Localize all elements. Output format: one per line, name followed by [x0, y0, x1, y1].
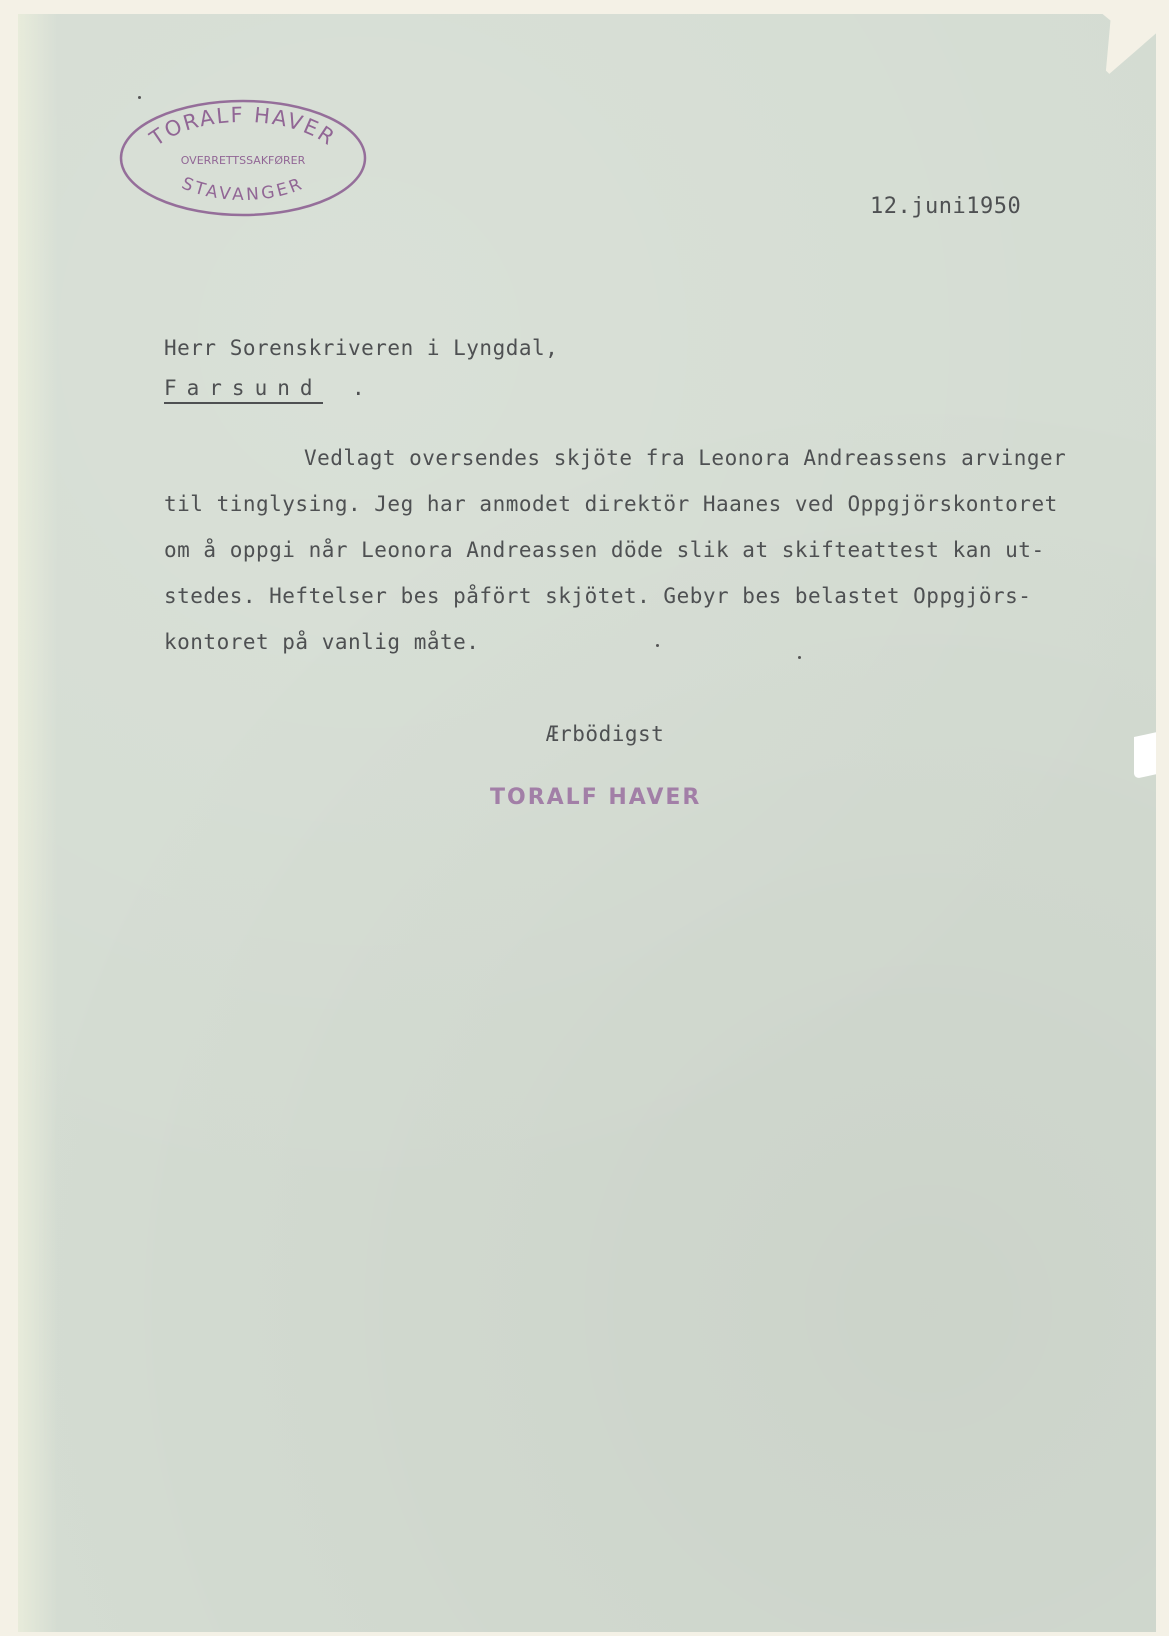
recipient-city: Farsund — [164, 376, 323, 404]
paper-tear — [1134, 731, 1162, 779]
body-line: Vedlagt oversendes skjöte fra Leonora Andreassens arvinger — [304, 446, 1067, 470]
recipient-line: Herr Sorenskriveren i Lyngdal, — [164, 336, 559, 360]
body-line: kontoret på vanlig måte. — [164, 630, 480, 654]
signature-stamp: TORALF HAVER — [490, 785, 702, 810]
svg-text:STAVANGER — [179, 174, 308, 206]
recipient-city-punct: . — [352, 376, 366, 400]
paper-sheet — [18, 14, 1156, 1632]
stamp-title-text: OVERRETTSSAKFØRER — [180, 154, 306, 167]
stamp-name-text: TORALF HAVER — [145, 102, 341, 151]
ink-speck — [798, 656, 801, 659]
body-line: til tinglysing. Jeg har anmodet direktör Haanes ved Oppgjörskontoret — [164, 492, 1058, 516]
body-line: stedes. Heftelser bes påfört skjötet. Gebyr bes belastet Oppgjörs- — [164, 584, 1032, 608]
body-line: om å oppgi når Leonora Andreassen döde slik at skifteattest kan ut- — [164, 538, 1045, 562]
letter-date: 12.juni1950 — [870, 194, 1022, 219]
oval-stamp-graphic — [115, 96, 371, 220]
letterhead-stamp — [115, 96, 371, 220]
closing-salutation: Ærbödigst — [546, 722, 665, 746]
ink-speck — [138, 96, 141, 99]
ink-speck — [656, 644, 659, 647]
stamp-city-text: STAVANGER — [178, 173, 308, 206]
